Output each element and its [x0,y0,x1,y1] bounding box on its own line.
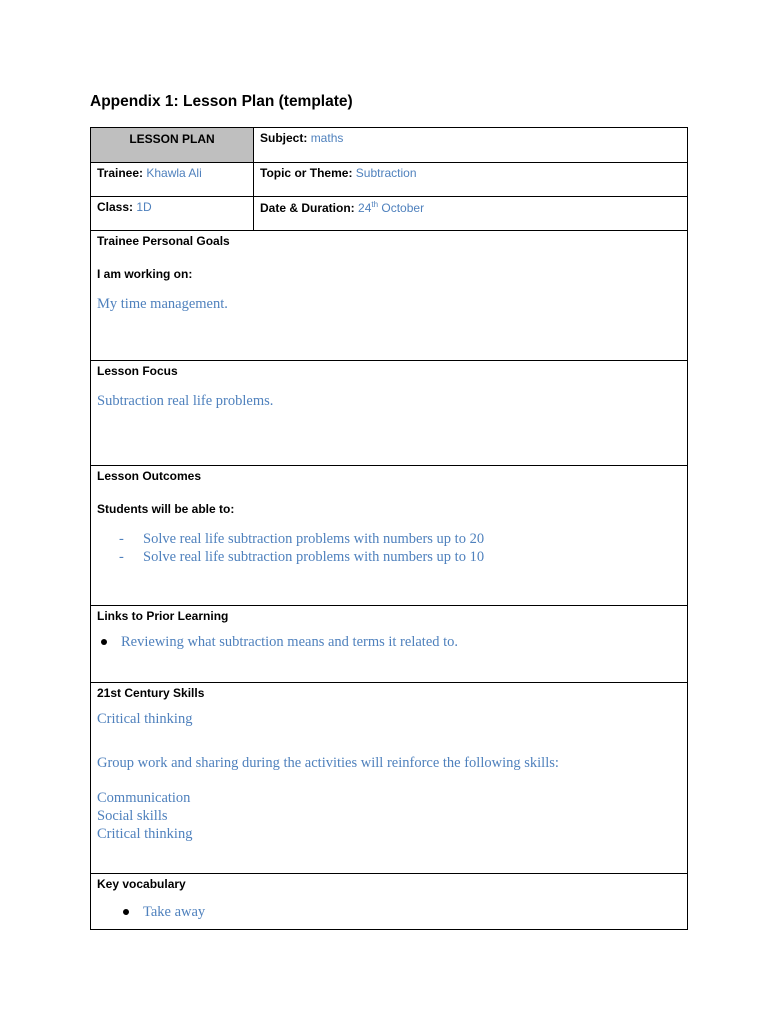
date-label: Date & Duration: [260,201,355,215]
row-class [91,197,688,231]
row-skills [91,683,688,874]
subject-cell [254,128,688,163]
outcome-text: Solve real life subtraction problems with numbers up to 10 [143,549,485,565]
list-item [123,903,681,921]
row-prior [91,606,688,683]
date-day: 24 [358,201,372,215]
vocab-text: Take away [143,904,206,920]
outcomes-heading: Lesson Outcomes [97,469,202,483]
vocab-cell [91,874,688,930]
row-goals [91,231,688,361]
trainee-value: Khawla Ali [146,166,202,180]
date-suffix: th [371,200,379,209]
goals-heading: Trainee Personal Goals [97,234,230,248]
row-focus [91,361,688,466]
goals-cell [91,231,688,361]
prior-list [97,633,681,651]
bullet-icon [101,639,107,645]
vocab-list [97,903,681,921]
date-month: October [381,201,425,215]
dash-marker: - [119,531,124,547]
trainee-label: Trainee: [97,166,144,180]
focus-cell [91,361,688,466]
lesson-plan-cell: LESSON PLAN [91,128,254,163]
row-outcomes [91,466,688,606]
class-value: 1D [136,200,152,214]
focus-text: Subtraction real life problems. [97,393,274,409]
outcomes-cell [91,466,688,606]
bullet-icon [123,909,129,915]
outcome-text: Solve real life subtraction problems with numbers up to 20 [143,531,485,547]
topic-value: Subtraction [355,166,417,180]
row-lesson-plan [91,128,688,163]
vocab-heading: Key vocabulary [97,877,186,891]
topic-cell [254,163,688,197]
row-trainee [91,163,688,197]
list-item [101,633,681,651]
topic-label: Topic or Theme: [260,166,353,180]
row-vocab [91,874,688,930]
date-value [358,201,424,215]
lesson-plan-table [90,127,688,930]
focus-heading: Lesson Focus [97,364,178,378]
skills-item: Critical thinking [97,826,193,842]
skills-sentence: Group work and sharing during the activities will reinforce the following skills: [97,755,559,771]
outcomes-subheading: Students will be able to: [97,502,235,516]
goals-subheading: I am working on: [97,267,193,281]
skills-item: Social skills [97,808,168,824]
prior-heading: Links to Prior Learning [97,609,229,623]
list-item [119,530,681,548]
dash-marker: - [119,549,124,565]
outcomes-list [97,530,681,566]
class-cell [91,197,254,231]
list-item [119,548,681,566]
skills-cell [91,683,688,874]
subject-value: maths [310,131,344,145]
subject-label: Subject: [260,131,308,145]
skills-intro: Critical thinking [97,711,193,727]
goals-text: My time management. [97,296,228,312]
skills-item: Communication [97,790,191,806]
skills-heading: 21st Century Skills [97,686,205,700]
prior-cell [91,606,688,683]
trainee-cell [91,163,254,197]
page-title: Appendix 1: Lesson Plan (template) [90,93,353,110]
prior-text: Reviewing what subtraction means and terms it related to. [121,634,459,650]
date-cell [254,197,688,231]
class-label: Class: [97,200,134,214]
